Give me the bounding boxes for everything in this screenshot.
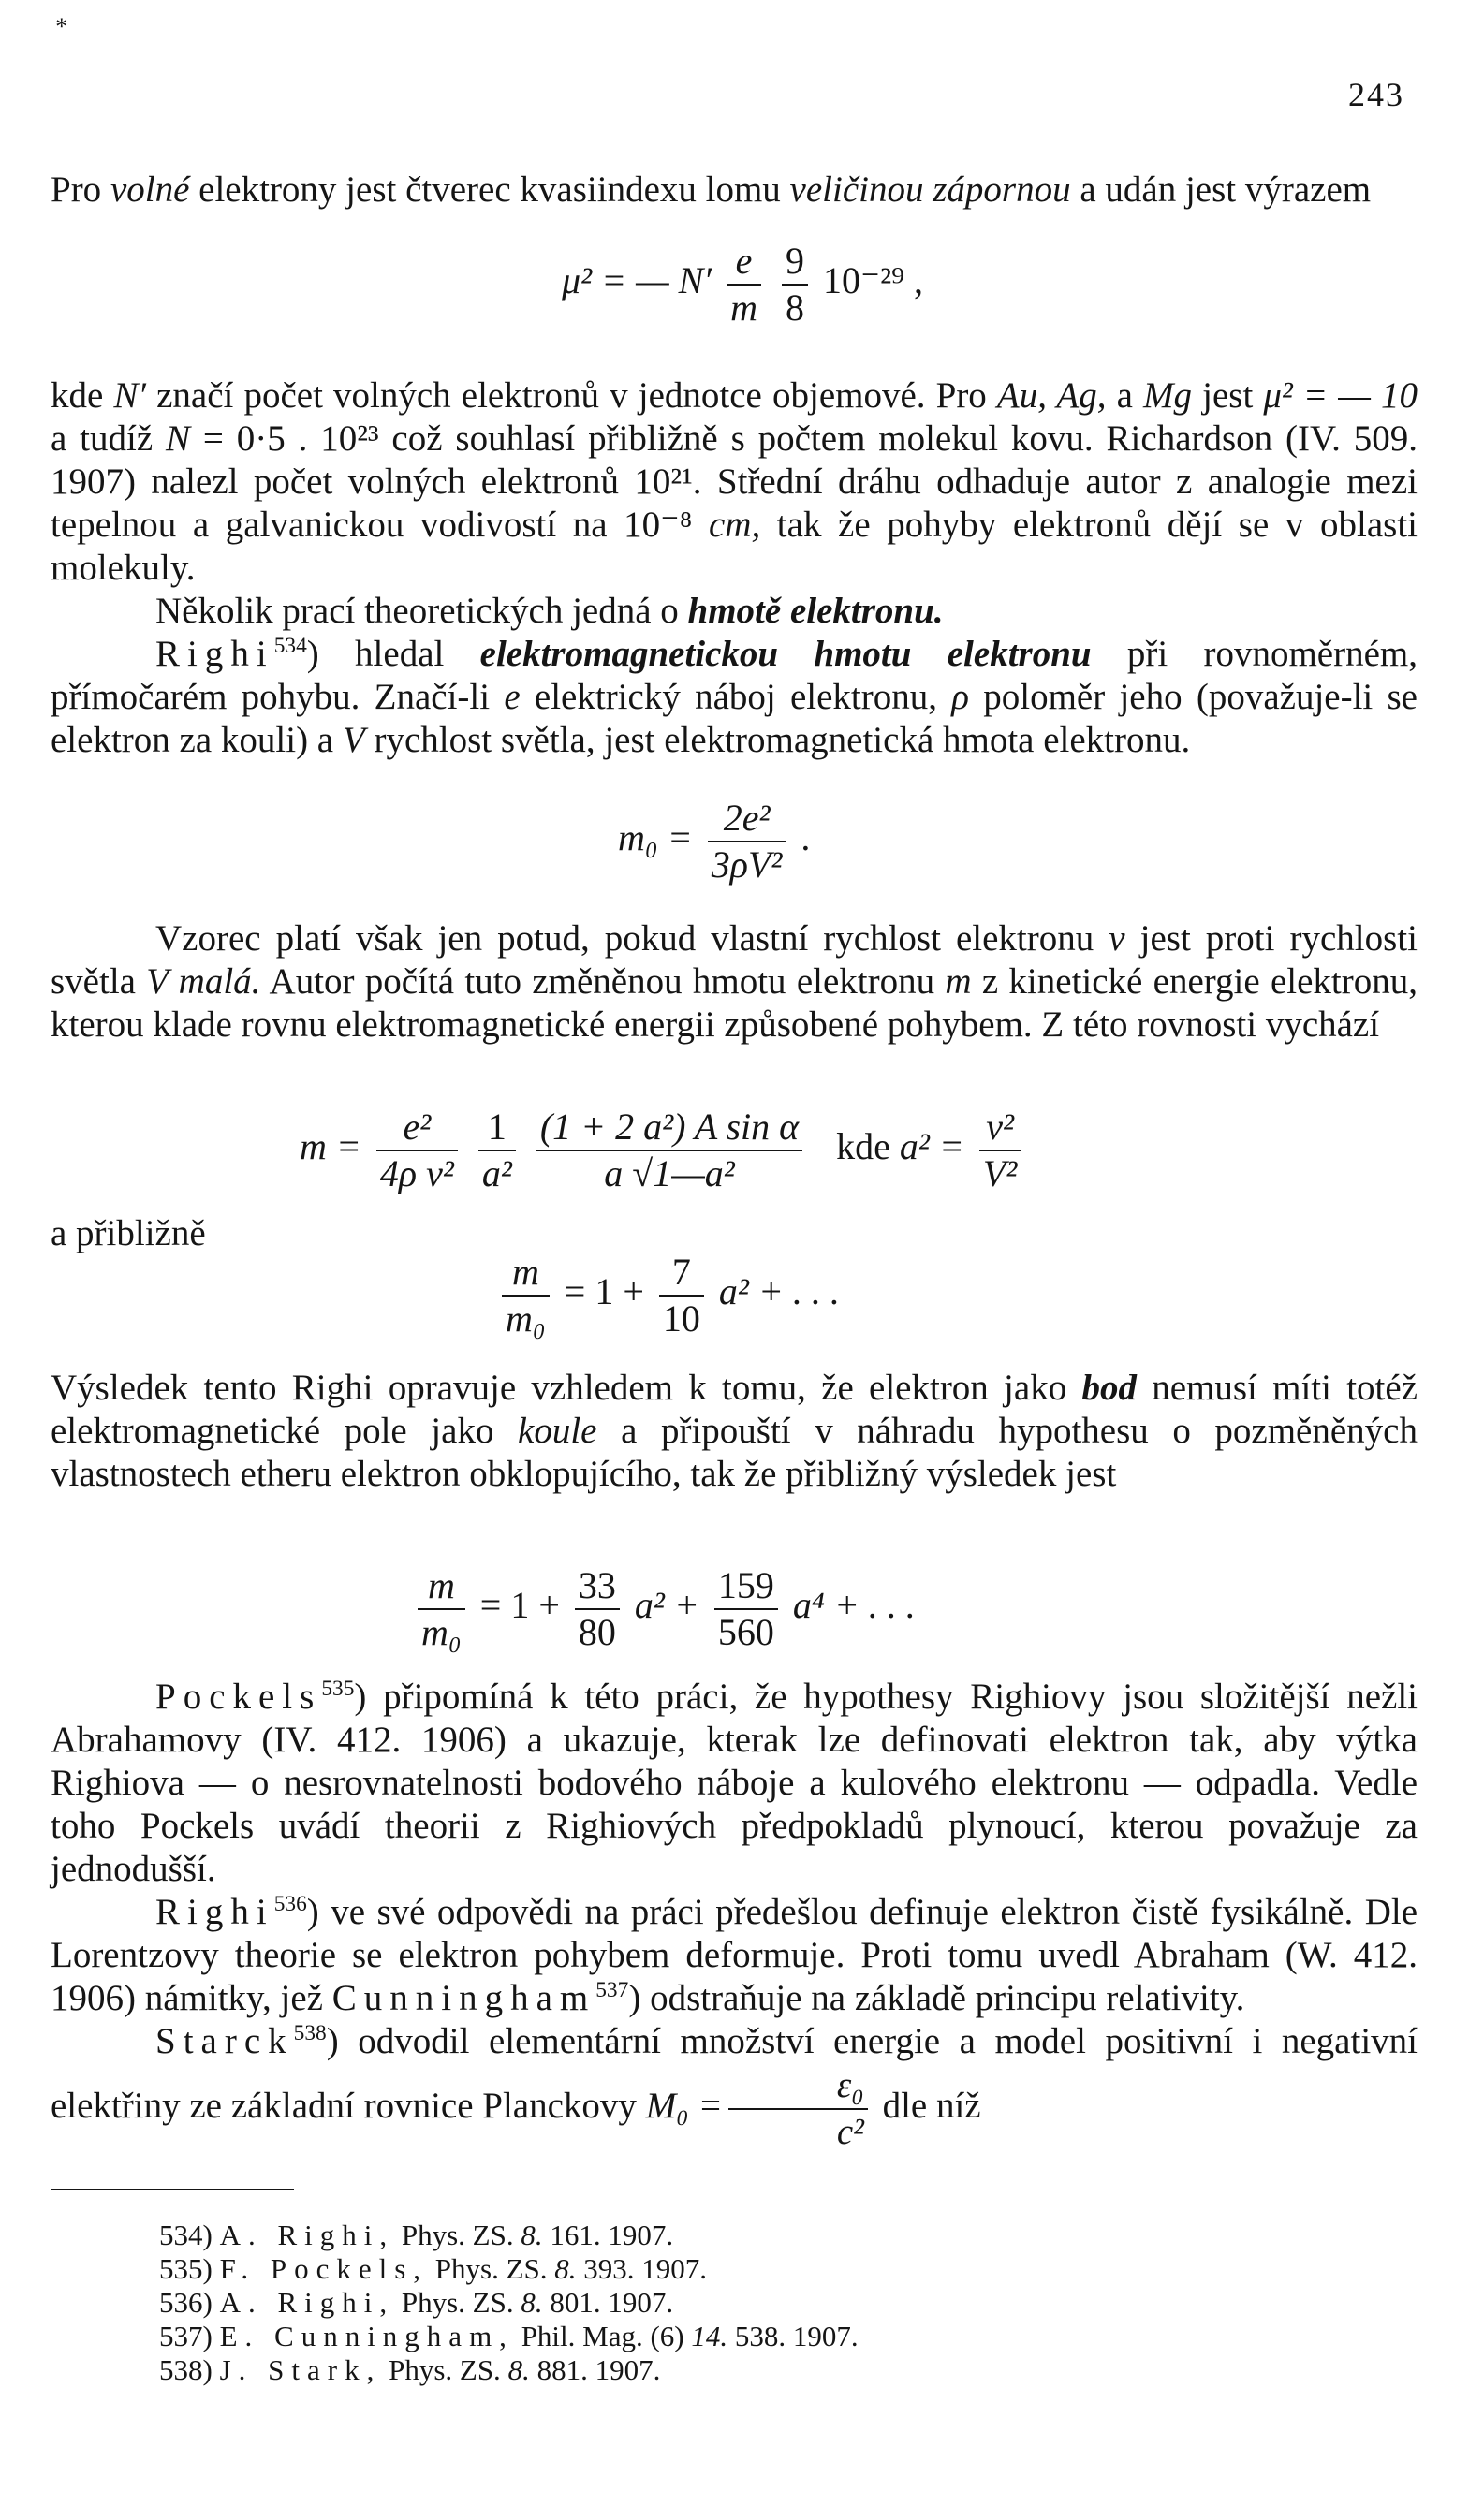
text-run: při rovnoměrném, přímočarém pohybu. Značí-li: [51, 634, 1418, 717]
text-run: ) odstraňuje na základě principu relativity.: [628, 1978, 1245, 2018]
footnote-volume: 14.: [691, 2320, 728, 2352]
footnote-ref: 537: [595, 1978, 629, 2002]
footnote-author: A. Righi,: [219, 2219, 395, 2251]
eq-tail: a² + . . .: [718, 1270, 840, 1313]
footnote: [159, 2353, 660, 2387]
eq-kde: kde: [836, 1125, 890, 1168]
numerator: 1: [478, 1105, 516, 1151]
footnote-number: 538): [159, 2353, 213, 2386]
denominator: a²: [481, 1152, 512, 1194]
text-run: ) ve své odpovědi na práci předešlou definuje elektron čistě fysikálně. Dle Lorentzovy theorie se elektron pohybem deformuje. Proti tomu uvedl Abraham (W. 412. 1906) námitky, jež: [51, 1892, 1418, 2018]
text-run: jest: [1192, 375, 1264, 416]
paragraph-pockels-righi-stark: [51, 1676, 1418, 2155]
footnote-number: 535): [159, 2252, 213, 2285]
emphasis: N′: [113, 375, 146, 416]
footnote-journal: Phys. ZS.: [401, 2286, 514, 2319]
text-run: z kinetické energie elektronu, kterou klade rovnu elektromagnetické energii způsobené pohybem. Z této rovnosti vychází: [51, 961, 1418, 1045]
emphasis: koule: [518, 1411, 597, 1451]
numerator: e²: [376, 1105, 458, 1151]
text-run: Výsledek tento Righi opravuje vzhledem k tomu, že elektron jako: [51, 1368, 1082, 1408]
emphasis: V malá.: [146, 961, 261, 1002]
text-run: Autor počítá tuto změněnou hmotu elektronu: [260, 961, 946, 1002]
equation-electromagnetic-mass: [618, 796, 810, 887]
fraction-7-over-10: [659, 1250, 704, 1341]
fraction-9-over-8: [782, 239, 808, 330]
denominator: 80: [578, 1611, 616, 1653]
emphasis: Mg: [1143, 375, 1193, 416]
corner-mark: *: [54, 13, 66, 40]
footnote-pages: 538. 1907.: [734, 2320, 859, 2352]
eq-mid: a² +: [634, 1584, 699, 1627]
text-run: ) hledal: [306, 634, 480, 674]
footnote-pages: 801. 1907.: [550, 2286, 674, 2319]
emphasis: cm,: [708, 505, 761, 545]
page-number: 243: [1348, 76, 1404, 113]
fraction-v2-over-V2: [979, 1105, 1021, 1196]
footnote-number: 537): [159, 2320, 213, 2352]
footnote-ref: 538: [293, 2021, 327, 2045]
eq-lhs: m =: [300, 1125, 361, 1168]
paragraph-righi-correction: [51, 1367, 1418, 1496]
numerator: (1 + 2 a²) A sin α: [536, 1105, 802, 1151]
numerator: 9: [782, 239, 808, 286]
eq-tail: 10⁻²⁹ ,: [822, 259, 924, 302]
emphasis: veličinou zápornou: [789, 169, 1071, 210]
text-run: Několik prací theoretických jedná o: [155, 591, 688, 631]
footnote-volume: 8.: [554, 2252, 577, 2285]
emphasis: N: [166, 418, 191, 459]
numerator: m: [418, 1563, 465, 1610]
numerator: 2e²: [708, 796, 786, 842]
footnote-pages: 881. 1907.: [536, 2353, 661, 2386]
text-run: dle níž: [873, 2085, 981, 2126]
footnote-number: 536): [159, 2286, 213, 2319]
text-run: Pro: [51, 169, 110, 210]
footnote-volume: 8.: [521, 2286, 543, 2319]
footnote-ref: 534: [273, 634, 307, 658]
equation-mass-from-kinetic-energy: [300, 1105, 1026, 1196]
fraction-33-over-80: [575, 1563, 620, 1655]
text-run: ) připomíná k této práci, že hypothesy Righiovy jsou složitější nežli Abrahamovy (IV. 412. 1906) a ukazuje, kterak lze definovati elektron tak, aby výtka Righiova — o nesrovnatelnosti bodového náboje a kulového elektronu — odpadla. Vedle toho Pockels uvádí theorii z Righiových předpokladů plynoucí, kterou považuje za jednodušší.: [51, 1677, 1418, 1889]
denominator: V²: [982, 1152, 1018, 1194]
numerator: 7: [659, 1250, 704, 1297]
fraction-e2-over-4rhov2: [376, 1105, 458, 1196]
label-approx: a přibližně: [51, 1213, 206, 1253]
numerator: 33: [575, 1563, 620, 1610]
text-run: značí počet volných elektronů v jednotce objemové. Pro: [145, 375, 997, 416]
footnote-number: 534): [159, 2219, 213, 2251]
footnote: [159, 2286, 673, 2320]
emphasis: hmotě elektronu.: [687, 591, 944, 631]
fraction-sin-term: [536, 1105, 802, 1196]
fraction-159-over-560: [714, 1563, 778, 1655]
footnote: [159, 2219, 673, 2252]
author-name: Starck: [155, 2021, 294, 2061]
text-run: elektrony jest čtverec kvasiindexu lomu: [189, 169, 790, 210]
footnote-pages: 393. 1907.: [583, 2252, 708, 2285]
footnote-volume: 8.: [507, 2353, 530, 2386]
emphasis: M₀ =: [645, 2085, 723, 2126]
author-name: Cunningham: [331, 1978, 596, 2018]
denominator: c²: [836, 2112, 864, 2152]
footnote: [159, 2320, 859, 2353]
footnote-divider: [51, 2189, 294, 2190]
emphasis: m: [945, 961, 972, 1002]
text-run: a připouští v náhradu hypothesu o pozměněných vlastnostech etheru elektron obklopujícího, tak že přibližný výsledek jest: [51, 1411, 1418, 1494]
denominator: 4ρ v²: [379, 1152, 454, 1194]
text-run: nemusí míti totéž elektromagnetické pole jako: [51, 1368, 1418, 1451]
footnote-journal: Phys. ZS.: [401, 2219, 514, 2251]
denominator: m: [730, 286, 757, 329]
eq-mid: = 1 +: [479, 1584, 560, 1627]
footnote-ref: 536: [273, 1892, 307, 1916]
footnote-journal: Phys. ZS.: [434, 2252, 548, 2285]
text-run: rychlost světla, jest elektromagnetická hmota elektronu.: [364, 720, 1191, 760]
footnote-pages: 161. 1907.: [550, 2219, 674, 2251]
emphasis: e: [504, 677, 521, 717]
denominator: m₀: [421, 1611, 462, 1653]
emphasis: ρ: [951, 677, 969, 717]
text-run: jest proti rychlosti světla: [51, 918, 1418, 1002]
denominator: m₀: [506, 1297, 546, 1340]
text-run: tak že pohyby elektronů dějí se v oblasti molekuly.: [51, 505, 1418, 588]
emphasis: V: [342, 720, 365, 760]
numerator: e: [727, 239, 761, 286]
fraction-1-over-a2: [478, 1105, 516, 1196]
numerator: 159: [714, 1563, 778, 1610]
paragraph-formula-validity: [51, 917, 1418, 1047]
footnote-ref: 535: [321, 1677, 355, 1701]
author-name: Pockels: [155, 1677, 322, 1717]
text-run: ) odvodil elementární množství energie a model positivní i negativní elektřiny ze základní rovnice Planckovy: [51, 2021, 1418, 2126]
denominator: 560: [717, 1611, 774, 1653]
emphasis: μ² = — 10: [1263, 375, 1418, 416]
numerator: ε₀: [728, 2063, 868, 2110]
text-run: = 0·5 . 10²³ což souhlasí přibližně s počtem molekul kovu. Richardson (IV. 509. 1907) nalezl počet volných elektronů 10²¹. Střední dráhu odhaduje autor z analogie mezi tepelnou a galvanickou vodivostí na 10⁻⁸: [51, 418, 1418, 545]
author-name: Righi: [155, 1892, 274, 1932]
eq-a2: a² =: [899, 1125, 964, 1168]
fraction-e-over-m: [727, 239, 761, 330]
eq-tail: a⁴ + . . .: [792, 1584, 916, 1627]
text-run: a: [1106, 375, 1144, 416]
footnote-journal: Phys. ZS.: [389, 2353, 501, 2386]
eq-mid: = 1 +: [564, 1270, 644, 1313]
paragraph-electron-count: [51, 374, 1418, 762]
footnote-author: A. Righi,: [219, 2286, 395, 2319]
text-run: elektrický náboj elektronu,: [520, 677, 952, 717]
eq-lhs: μ² = — N′: [562, 259, 712, 302]
emphasis: v: [1109, 918, 1125, 959]
fraction-2e2-over-3rhoV2: [708, 796, 786, 887]
footnote-author: F. Pockels,: [219, 2252, 429, 2285]
emphasis: Au, Ag,: [996, 375, 1107, 416]
text-run: poloměr jeho (považuje-li se elektron za kouli) a: [51, 677, 1418, 760]
denominator: 10: [662, 1297, 700, 1340]
equation-approx-mass-ratio-corrected: [412, 1563, 916, 1655]
denominator: a √1—a²: [604, 1152, 735, 1194]
text-run: Vzorec platí však jen potud, pokud vlastní rychlost elektronu: [155, 918, 1109, 959]
footnote-journal: Phil. Mag. (6): [521, 2320, 684, 2352]
emphasis: volné: [110, 169, 190, 210]
footnote-author: E. Cunningham,: [219, 2320, 514, 2352]
footnote: [159, 2252, 707, 2286]
emphasis: bod: [1081, 1368, 1137, 1408]
text-run: a udán jest výrazem: [1070, 169, 1372, 210]
fraction-m-over-m0: [502, 1250, 550, 1341]
equation-mu-squared: [562, 239, 923, 330]
eq-lhs: m₀ =: [618, 816, 693, 859]
emphasis: elektromagnetickou hmotu elektronu: [479, 634, 1092, 674]
denominator: 8: [785, 286, 804, 329]
paragraph-free-electrons: [51, 168, 1418, 212]
author-name: Righi: [155, 634, 274, 674]
equation-approx-mass-ratio: [496, 1250, 840, 1341]
footnote-volume: 8.: [521, 2219, 543, 2251]
text-run: a tudíž: [51, 418, 167, 459]
eq-tail: .: [801, 816, 811, 859]
text-run: kde: [51, 375, 114, 416]
fraction-eps0-over-c2: [728, 2063, 868, 2155]
fraction-m-over-m0: [418, 1563, 465, 1655]
numerator: m: [502, 1250, 550, 1297]
footnote-author: J. Stark,: [219, 2353, 382, 2386]
numerator: v²: [979, 1105, 1021, 1151]
denominator: 3ρV²: [711, 843, 783, 886]
